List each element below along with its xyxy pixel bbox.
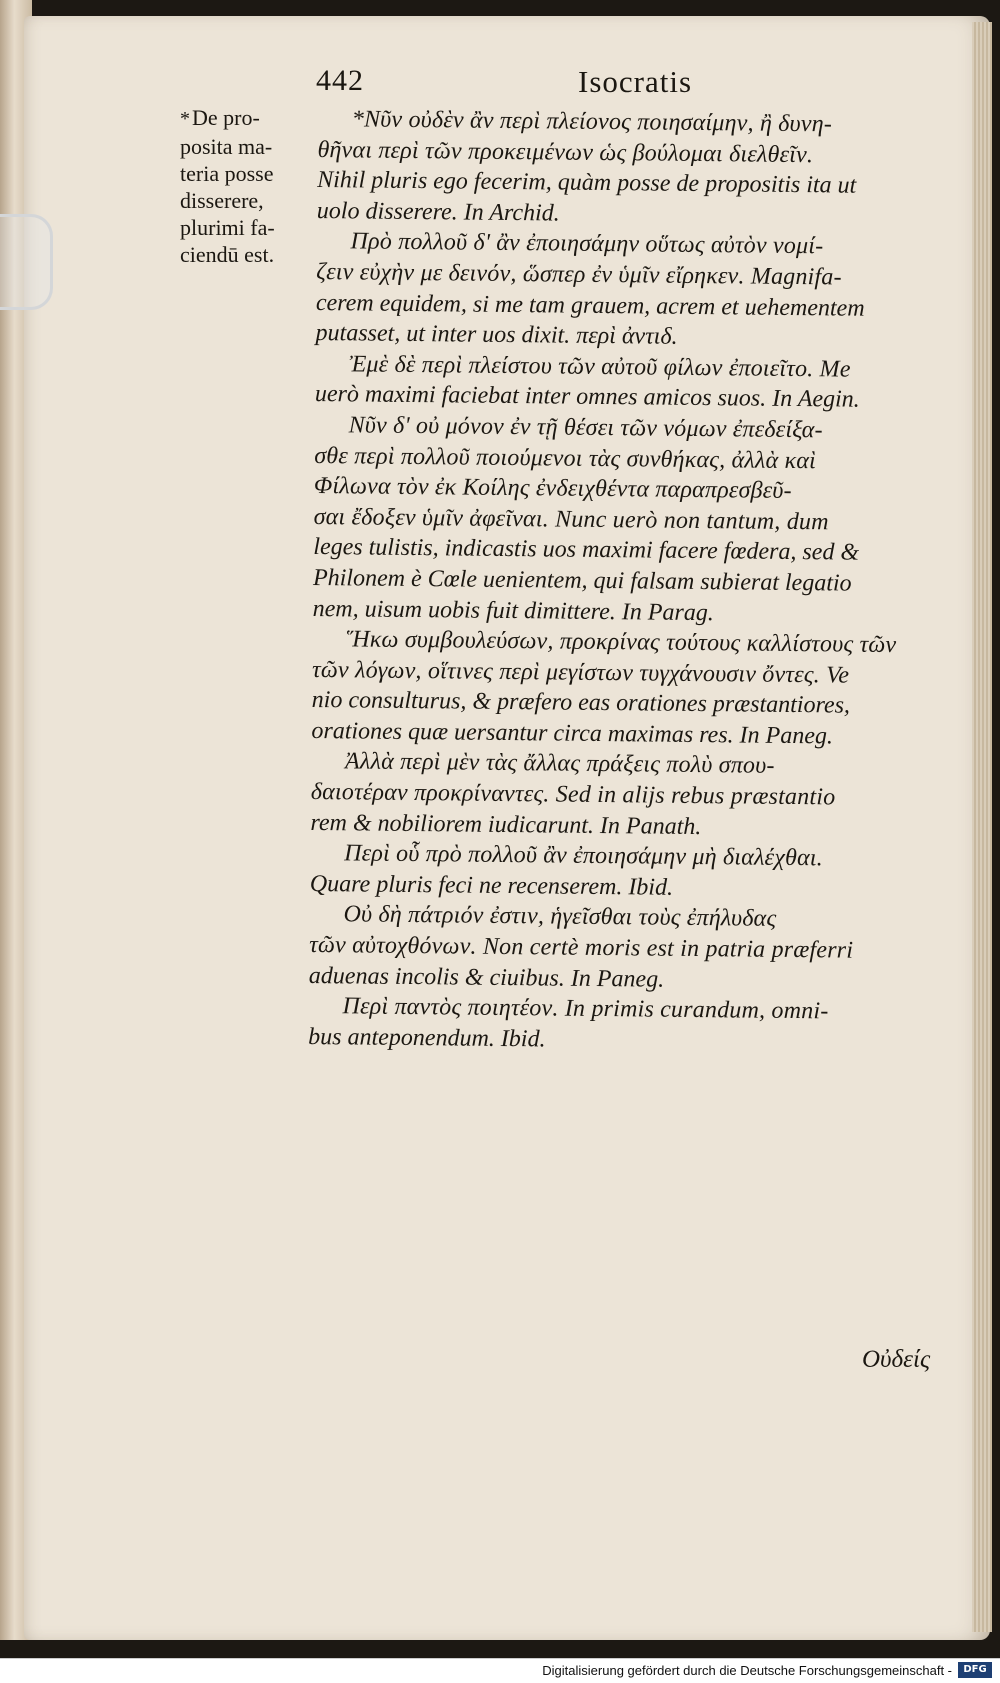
text-line: σαι ἔδοξεν ὑμῖν ἀφεῖναι. Nunc uerò non tantum, dum (313, 503, 829, 536)
text-line: *Νῦν οὐδὲν ἂν περὶ πλείονος ποιησαίμην, ἢ δυνη- (351, 106, 833, 138)
text-line: Οὐ δὴ πάτριόν ἐστιν, ἡγεῖσθαι τοὺς ἐπήλυδας (343, 901, 777, 933)
text-line: Περὶ οὗ πρὸ πολλοῦ ἂν ἐποιησάμην μὴ διαλέχθαι. (344, 840, 824, 872)
running-head: Isocratis (578, 64, 693, 99)
text-line: Philonem è Cœle uenientem, qui falsam subierat legatio (312, 564, 852, 597)
footer-credit: Digitalisierung gefördert durch die Deutsche Forschungsgemeinschaft - (542, 1663, 952, 1678)
text-line: Ἥκω συμβουλεύσων, προκρίνας τούτους καλλίστους τῶν (346, 626, 897, 659)
text-line: Πρὸ πολλοῦ δ' ἂν ἐποιησάμην οὕτως αὐτὸν νομί- (350, 228, 824, 260)
margin-note-line: posita ma- (180, 134, 273, 159)
text-line: δαιοτέραν προκρίναντες. Sed in alijs rebus præstantio (310, 779, 836, 811)
text-line: Ἀλλὰ περὶ μὲν τὰς ἄλλας πράξεις πολὺ σπου- (344, 748, 775, 780)
text-line: nio consulturus, & præfero eas orationes præstantiores, (311, 687, 851, 719)
page-clip (0, 214, 53, 310)
text-line: uerò maximi faciebat inter omnes amicos suos. In Aegin. (314, 381, 860, 414)
page-number: 442 (316, 64, 364, 97)
margin-note (180, 104, 310, 268)
text-line: bus anteponendum. Ibid. (308, 1023, 546, 1053)
text-line: nem, uisum uobis fuit dimittere. In Parag. (312, 595, 714, 626)
text-line: rem & nobiliorem iudicarunt. In Panath. (310, 809, 702, 840)
page-header (316, 64, 716, 104)
body-text (308, 104, 962, 1059)
text-line: Νῦν δ' οὐ μόνον ἐν τῇ θέσει τῶν νόμων ἐπεδείξα- (348, 412, 823, 444)
margin-note-marker: * (180, 108, 190, 130)
margin-note-line: disserere, (180, 188, 264, 213)
text-line: τῶν αὐτοχθόνων. Non certè moris est in patria præferri (309, 931, 854, 964)
margin-note-line: ciendū est. (180, 242, 275, 267)
dfg-logo: DFG (958, 1662, 992, 1678)
text-line: Quare pluris feci ne recenserem. Ibid. (309, 870, 674, 901)
text-line: putasset, ut inter uos dixit. περὶ ἀντιδ. (315, 320, 678, 350)
text-line: Nihil pluris ego fecerim, quàm posse de propositis ita ut (317, 167, 857, 199)
text-line: uolo disserere. In Archid. (316, 197, 560, 227)
text-line: Περὶ παντὸς ποιητέον. In primis curandum, omni- (342, 993, 829, 1025)
margin-note-line: *De pro- (180, 105, 260, 130)
page-fore-edge (972, 22, 992, 1632)
catchword: Οὐδείς (862, 1346, 931, 1373)
text-line: orationes quæ uersantur circa maximas res. In Paneg. (311, 717, 834, 750)
text-line: leges tulistis, indicastis uos maximi facere fœdera, sed & (313, 534, 860, 567)
text-line: τῶν λόγων, οἵτινες περὶ μεγίστων τυγχάνουσιν ὄντες. Ve (311, 656, 850, 689)
text-line: Ἐμὲ δὲ περὶ πλείστου τῶν αὐτοῦ φίλων ἐποιεῖτο. Me (349, 351, 851, 383)
margin-note-line: teria posse (180, 161, 274, 186)
text-line: Φίλωνα τὸν ἐκ Κοίλης ἐνδειχθέντα παραπρεσβεῦ- (313, 473, 792, 505)
text-line: cerem equidem, si me tam grauem, acrem et uehementem (315, 289, 865, 322)
footer-bar (0, 1658, 1000, 1683)
text-line: aduenas incolis & ciuibus. In Paneg. (308, 962, 665, 993)
text-line: σθε περὶ πολλοῦ ποιούμενοι τὰς συνθήκας, ἀλλὰ καὶ (314, 442, 817, 474)
margin-note-line: plurimi fa- (180, 215, 275, 240)
text-line: ζειν εὐχὴν με δεινόν, ὥσπερ ἐν ὑμῖν εἴρηκεν. Magnifa- (316, 258, 842, 291)
text-line: θῆναι περὶ τῶν προκειμένων ὡς βούλομαι διελθεῖν. (317, 136, 814, 168)
